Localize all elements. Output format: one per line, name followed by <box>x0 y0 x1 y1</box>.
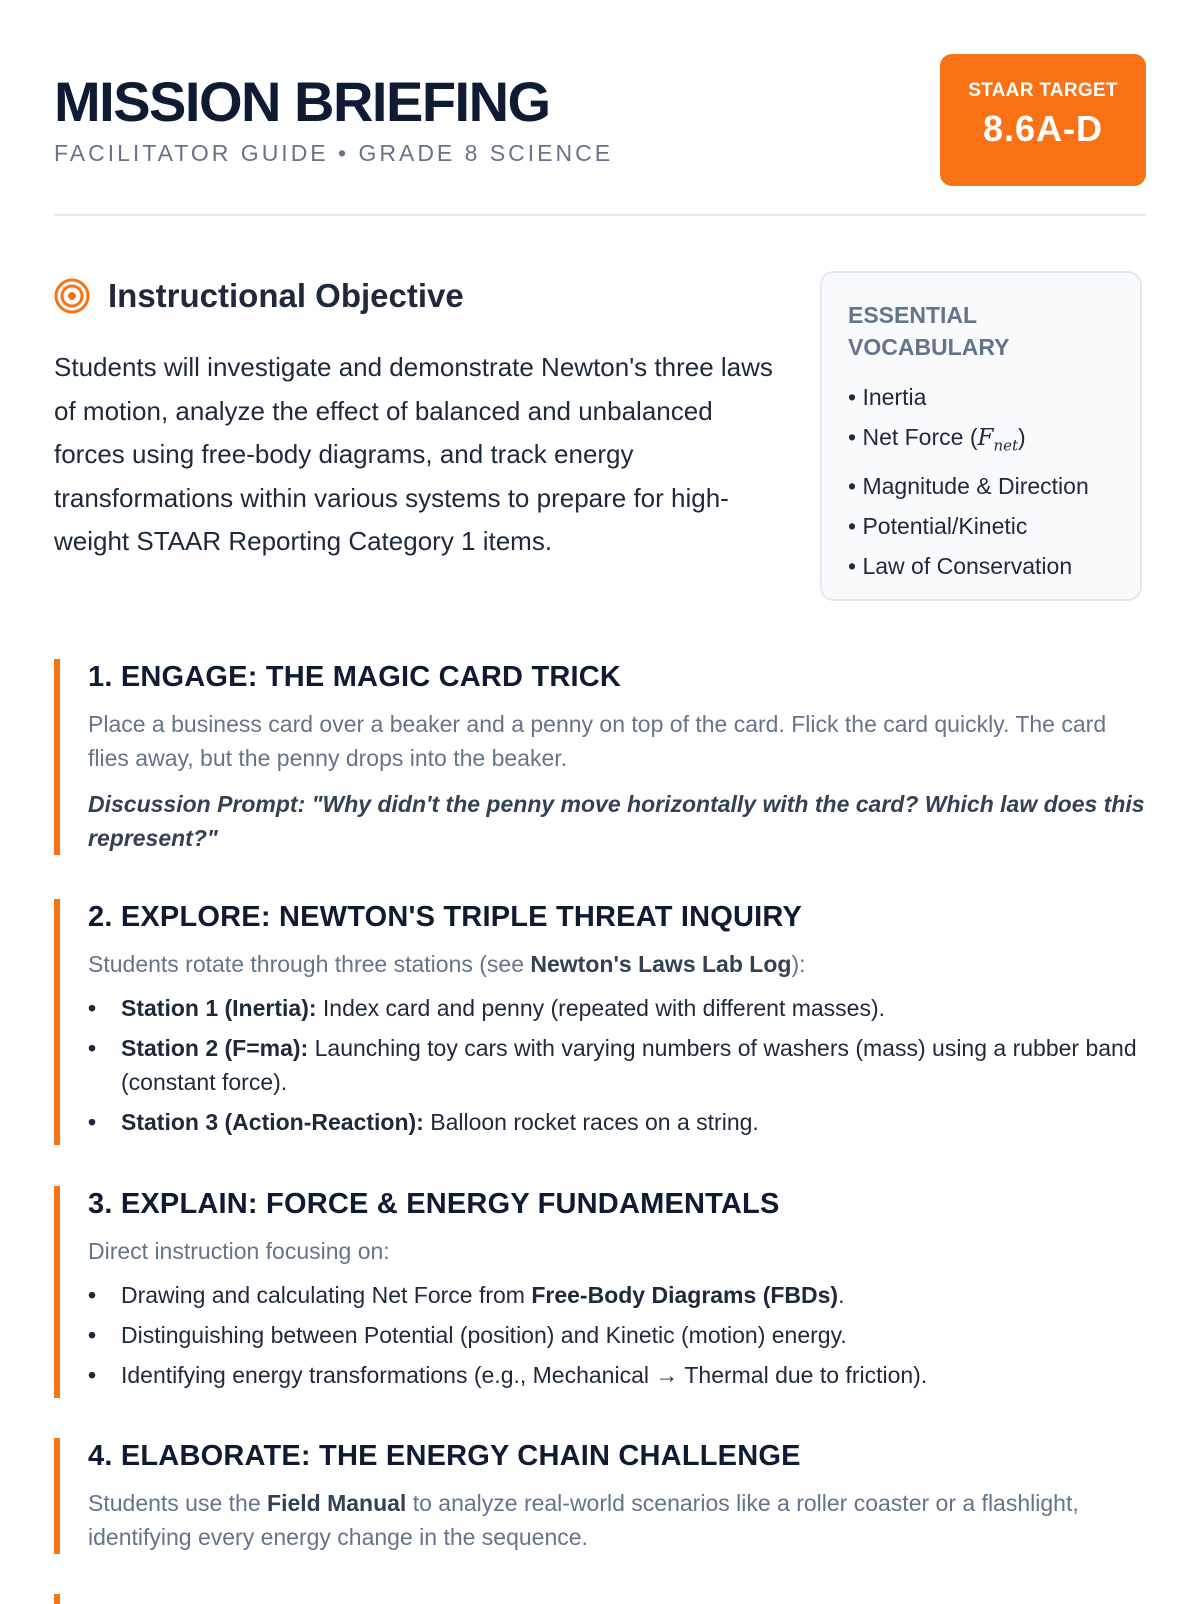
discussion-prompt: Discussion Prompt: "Why didn't the penny move horizontally with the card? Which law does this represent?" <box>88 791 1145 851</box>
section-body: Direct instruction focusing on: <box>88 1238 390 1264</box>
section-body: Students rotate through three stations (see Newton's Laws Lab Log): <box>88 951 806 977</box>
section-title: 4. ELABORATE: THE ENERGY CHAIN CHALLENGE <box>88 1440 801 1472</box>
staar-target-badge <box>940 54 1146 186</box>
vocabulary-item: • Law of Conservation <box>848 546 1116 586</box>
field-manual-reference: Field Manual <box>267 1490 407 1516</box>
vocabulary-title: ESSENTIAL VOCABULARY <box>848 302 1010 360</box>
section-title: 2. EXPLORE: NEWTON'S TRIPLE THREAT INQUIRY <box>88 901 803 933</box>
list-item: • Station 3 (Action-Reaction): Balloon rocket races on a string. <box>88 1105 1146 1139</box>
section-next-partial <box>54 1594 1146 1604</box>
list-item: • Drawing and calculating Net Force from Free-Body Diagrams (FBDs). <box>88 1278 1146 1312</box>
header-divider <box>54 214 1146 216</box>
section-title: 3. EXPLAIN: FORCE & ENERGY FUNDAMENTALS <box>88 1188 780 1220</box>
instruction-list <box>88 1278 1146 1392</box>
list-item: • Identifying energy transformations (e.g., Mechanical → Thermal due to friction). <box>88 1358 1146 1392</box>
target-icon <box>54 278 90 314</box>
vocabulary-panel <box>820 271 1142 601</box>
staar-target-code: 8.6A-D <box>982 108 1104 149</box>
vocabulary-item: • Magnitude & Direction <box>848 466 1116 506</box>
section-elaborate <box>54 1438 1146 1554</box>
objective-heading-row <box>54 276 754 316</box>
vocabulary-item: • Potential/Kinetic <box>848 506 1116 546</box>
net-force-symbol: $F_{net}$ <box>977 425 1019 455</box>
objective-heading: Instructional Objective <box>108 277 464 314</box>
section-engage <box>54 659 1146 855</box>
list-item: • Distinguishing between Potential (position) and Kinetic (motion) energy. <box>88 1318 1146 1352</box>
lab-log-reference: Newton's Laws Lab Log <box>530 951 792 977</box>
station-list <box>88 991 1146 1139</box>
objective-text: Students will investigate and demonstrate Newton's three laws of motion, analyze the effect of balanced and unbalanced forces using free-body diagrams, and track energy transformations within various systems to prepare for high-weight STAAR Reporting Category 1 items. <box>54 352 773 556</box>
page-header <box>54 50 1146 218</box>
vocabulary-list <box>848 377 1116 586</box>
section-explain <box>54 1186 1146 1398</box>
vocabulary-item: • Inertia <box>848 377 1116 417</box>
page-title: MISSION BRIEFING <box>54 70 550 133</box>
section-body: Place a business card over a beaker and a penny on top of the card. Flick the card quickly. The card flies away, but the penny drops into the beaker. <box>88 711 1107 771</box>
list-item: • Station 1 (Inertia): Index card and penny (repeated with different masses). <box>88 991 1146 1025</box>
section-explore <box>54 899 1146 1145</box>
vocabulary-item: • Net Force $(F_{net})$ <box>848 417 1116 466</box>
page-subtitle: FACILITATOR GUIDE • GRADE 8 SCIENCE <box>54 140 614 166</box>
list-item: • Station 2 (F=ma): Launching toy cars with varying numbers of washers (mass) using a rubber band (constant force). <box>88 1031 1146 1099</box>
section-title: 1. ENGAGE: THE MAGIC CARD TRICK <box>88 661 622 693</box>
staar-target-label: STAAR TARGET <box>968 80 1118 101</box>
section-body: Students use the Field Manual to analyze real-world scenarios like a roller coaster or a flashlight, identifying every energy change in the sequence. <box>88 1490 1079 1550</box>
